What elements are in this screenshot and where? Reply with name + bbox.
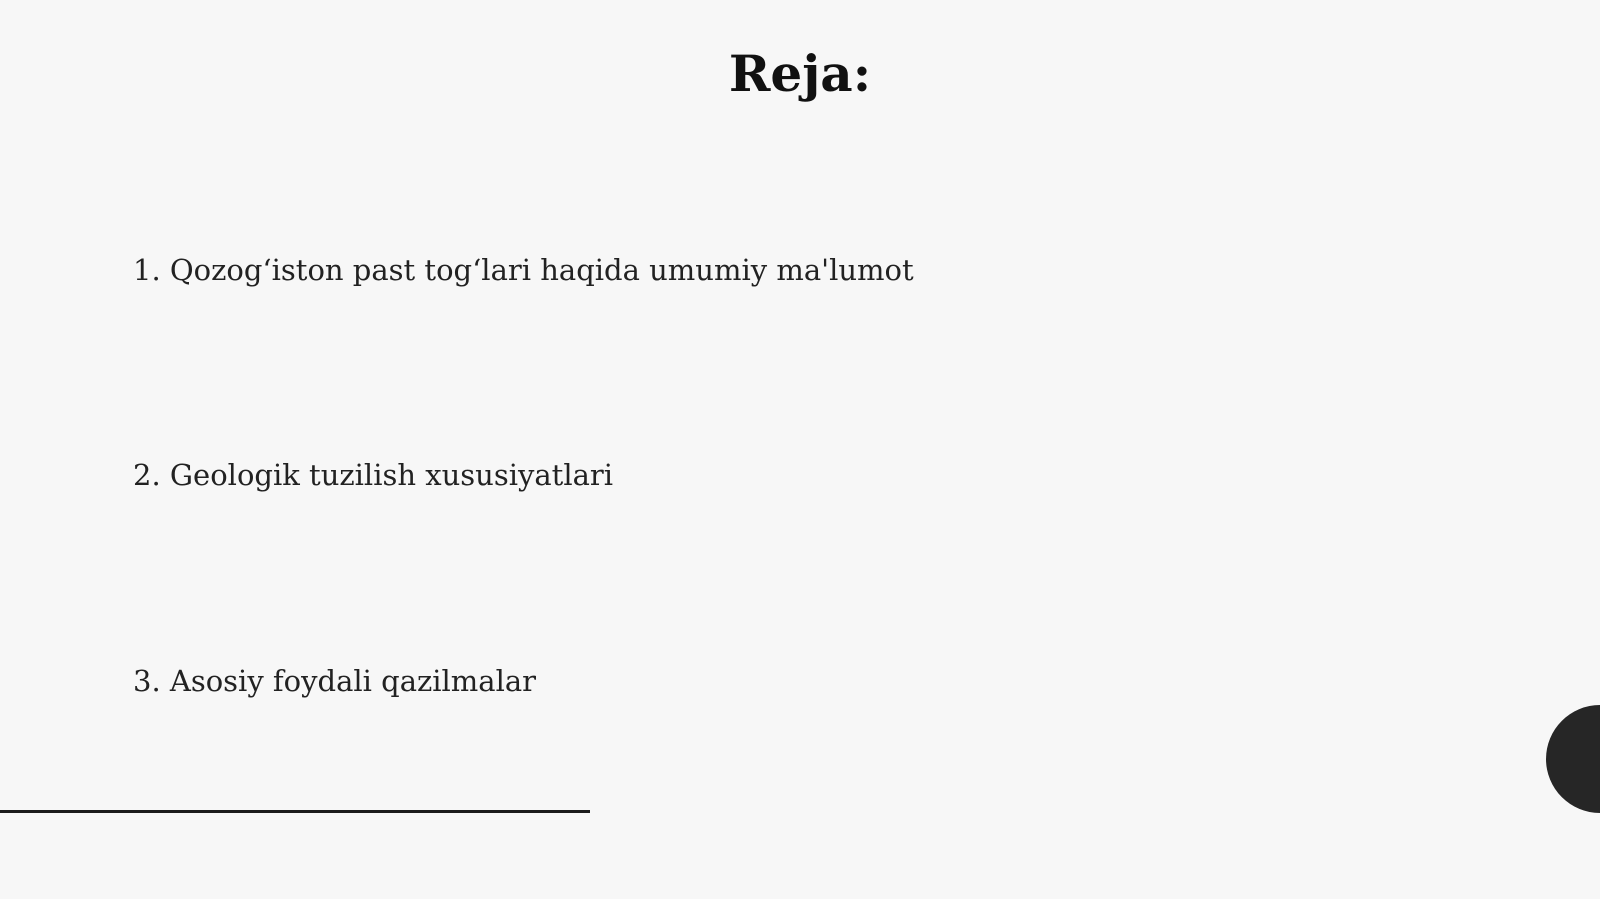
slide-title: Reja: bbox=[728, 44, 872, 103]
list-item: 1. Qozog‘iston past tog‘lari haqida umumiy ma'lumot bbox=[133, 253, 914, 287]
decorative-circle-shape bbox=[1546, 705, 1600, 813]
list-item: 3. Asosiy foydali qazilmalar bbox=[133, 664, 537, 698]
bottom-divider-line bbox=[0, 810, 590, 813]
list-item: 2. Geologik tuzilish xususiyatlari bbox=[133, 458, 614, 492]
